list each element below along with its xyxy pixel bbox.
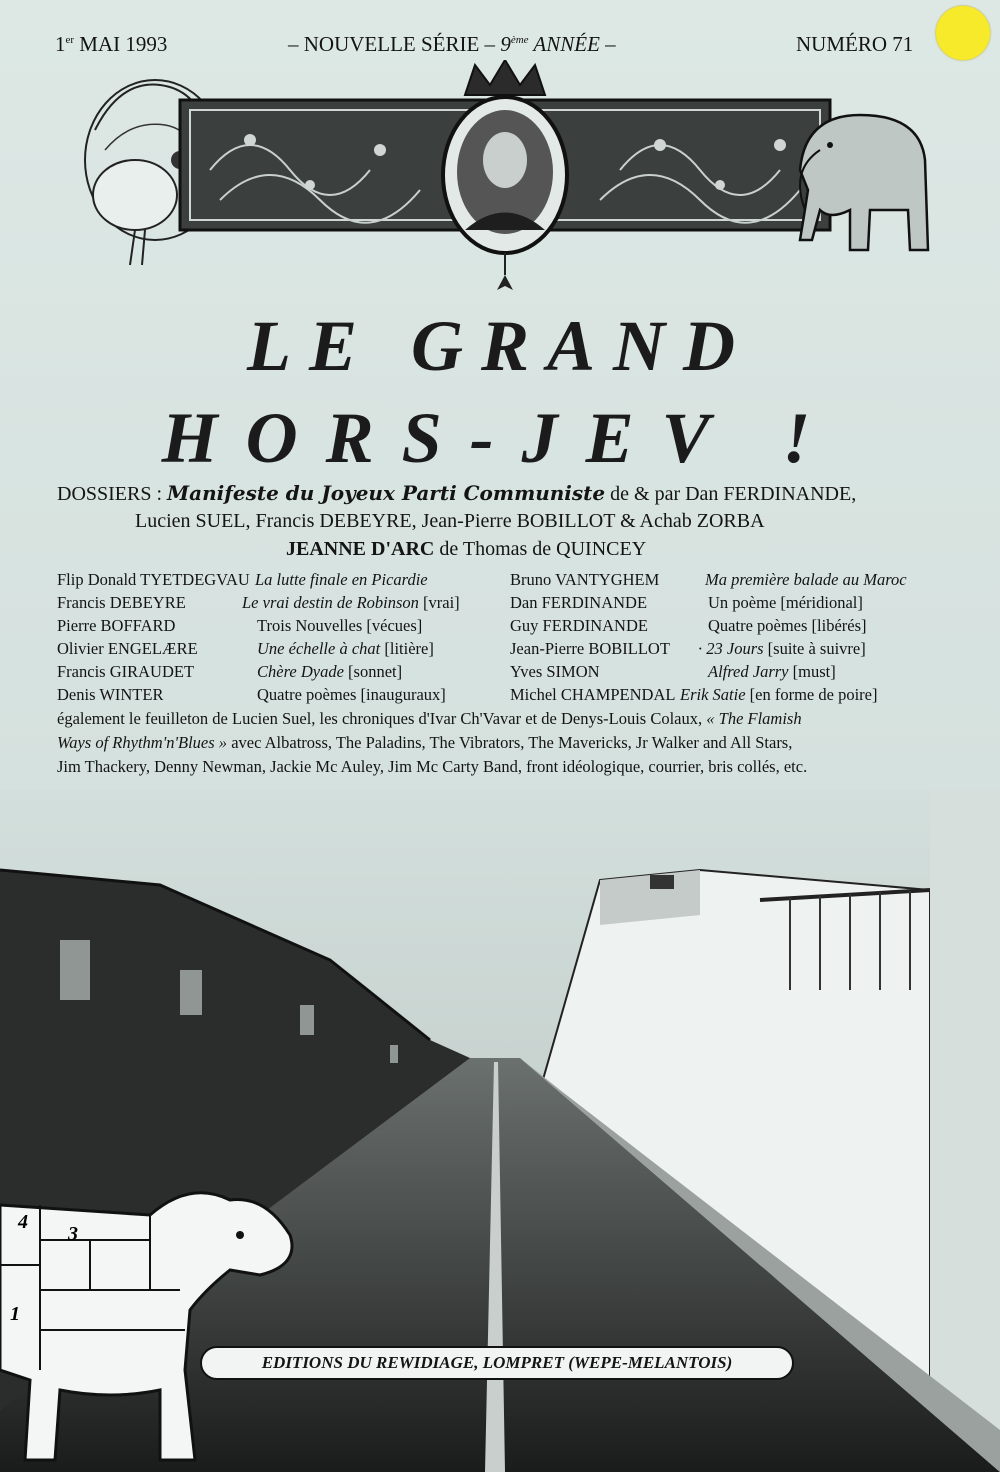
contents-item: Flip Donald TYETDEGVAU La lutte finale en Picardie — [57, 570, 428, 589]
dossiers-authors-line: Lucien SUEL, Francis DEBEYRE, Jean-Pierre BOBILLOT & Achab ZORBA — [135, 510, 765, 532]
contents-item: Guy FERDINANDE Quatre poèmes [libérés] — [510, 616, 867, 635]
jeanne-title: JEANNE D'ARC — [286, 538, 435, 560]
publisher-label: EDITIONS DU REWIDIAGE, LOMPRET (WEPE-MELANTOIS) — [200, 1346, 794, 1380]
cow-label-1: 1 — [10, 1303, 20, 1325]
contents-item: Dan FERDINANDE Un poème [méridional] — [510, 593, 863, 612]
contents-item: Francis DEBEYRE Le vrai destin de Robinson [vrai] — [57, 593, 460, 612]
cow-label-3: 3 — [68, 1223, 78, 1245]
dossiers-label: DOSSIERS : — [57, 483, 163, 505]
also-featured-text: également le feuilleton de Lucien Suel, les chroniques d'Ivar Ch'Vavar et de Denys-Louis Colaux, « The Flamish Ways of Rhythm'n'Blues » avec Albatross, The Paladins, The Vibrators, The Mavericks, Jr Walker and All Stars, Jim Thackery, Denny Newman, Jackie Mc Auley, Jim Mc Carty Band, front idéologique, courrier, bris collés, etc. — [57, 709, 808, 776]
header-line — [0, 32, 1000, 60]
contents-item: Yves SIMON Alfred Jarry [must] — [510, 662, 836, 681]
ornamental-banner — [60, 60, 940, 300]
title-line-2: HORS-JEV ! — [161, 398, 839, 478]
contents-item: Michel CHAMPENDAL Erik Satie [en forme de poire] — [510, 685, 878, 704]
issue-number: NUMÉRO 71 — [796, 32, 914, 56]
contents-right-column — [510, 568, 950, 706]
contents-left-column — [57, 568, 507, 706]
manifesto-title: Manifeste du Joyeux Parti Communiste — [167, 481, 606, 505]
series-info: – NOUVELLE SÉRIE – 9ème ANNÉE – — [288, 32, 616, 56]
butcher-cow-diagram — [0, 1180, 300, 1472]
jeanne-author: de Thomas de QUINCEY — [434, 538, 647, 560]
contents-item: Pierre BOFFARD Trois Nouvelles [vécues] — [57, 616, 423, 635]
contents-item: Denis WINTER Quatre poèmes [inauguraux] — [57, 685, 446, 704]
contents-item: Jean-Pierre BOBILLOT · 23 Jours [suite à suivre] — [510, 639, 866, 658]
manifesto-authors: de & par Dan FERDINANDE, — [605, 483, 857, 505]
contents-item: Bruno VANTYGHEM Ma première balade au Maroc — [510, 570, 907, 589]
issue-date: 1er MAI 1993 — [55, 32, 168, 56]
cow-label-4: 4 — [18, 1211, 28, 1233]
contents-item: Francis GIRAUDET Chère Dyade [sonnet] — [57, 662, 403, 681]
title-line-1: LE GRAND — [246, 306, 754, 386]
contents-item: Olivier ENGELÆRE Une échelle à chat [litière] — [57, 639, 434, 658]
